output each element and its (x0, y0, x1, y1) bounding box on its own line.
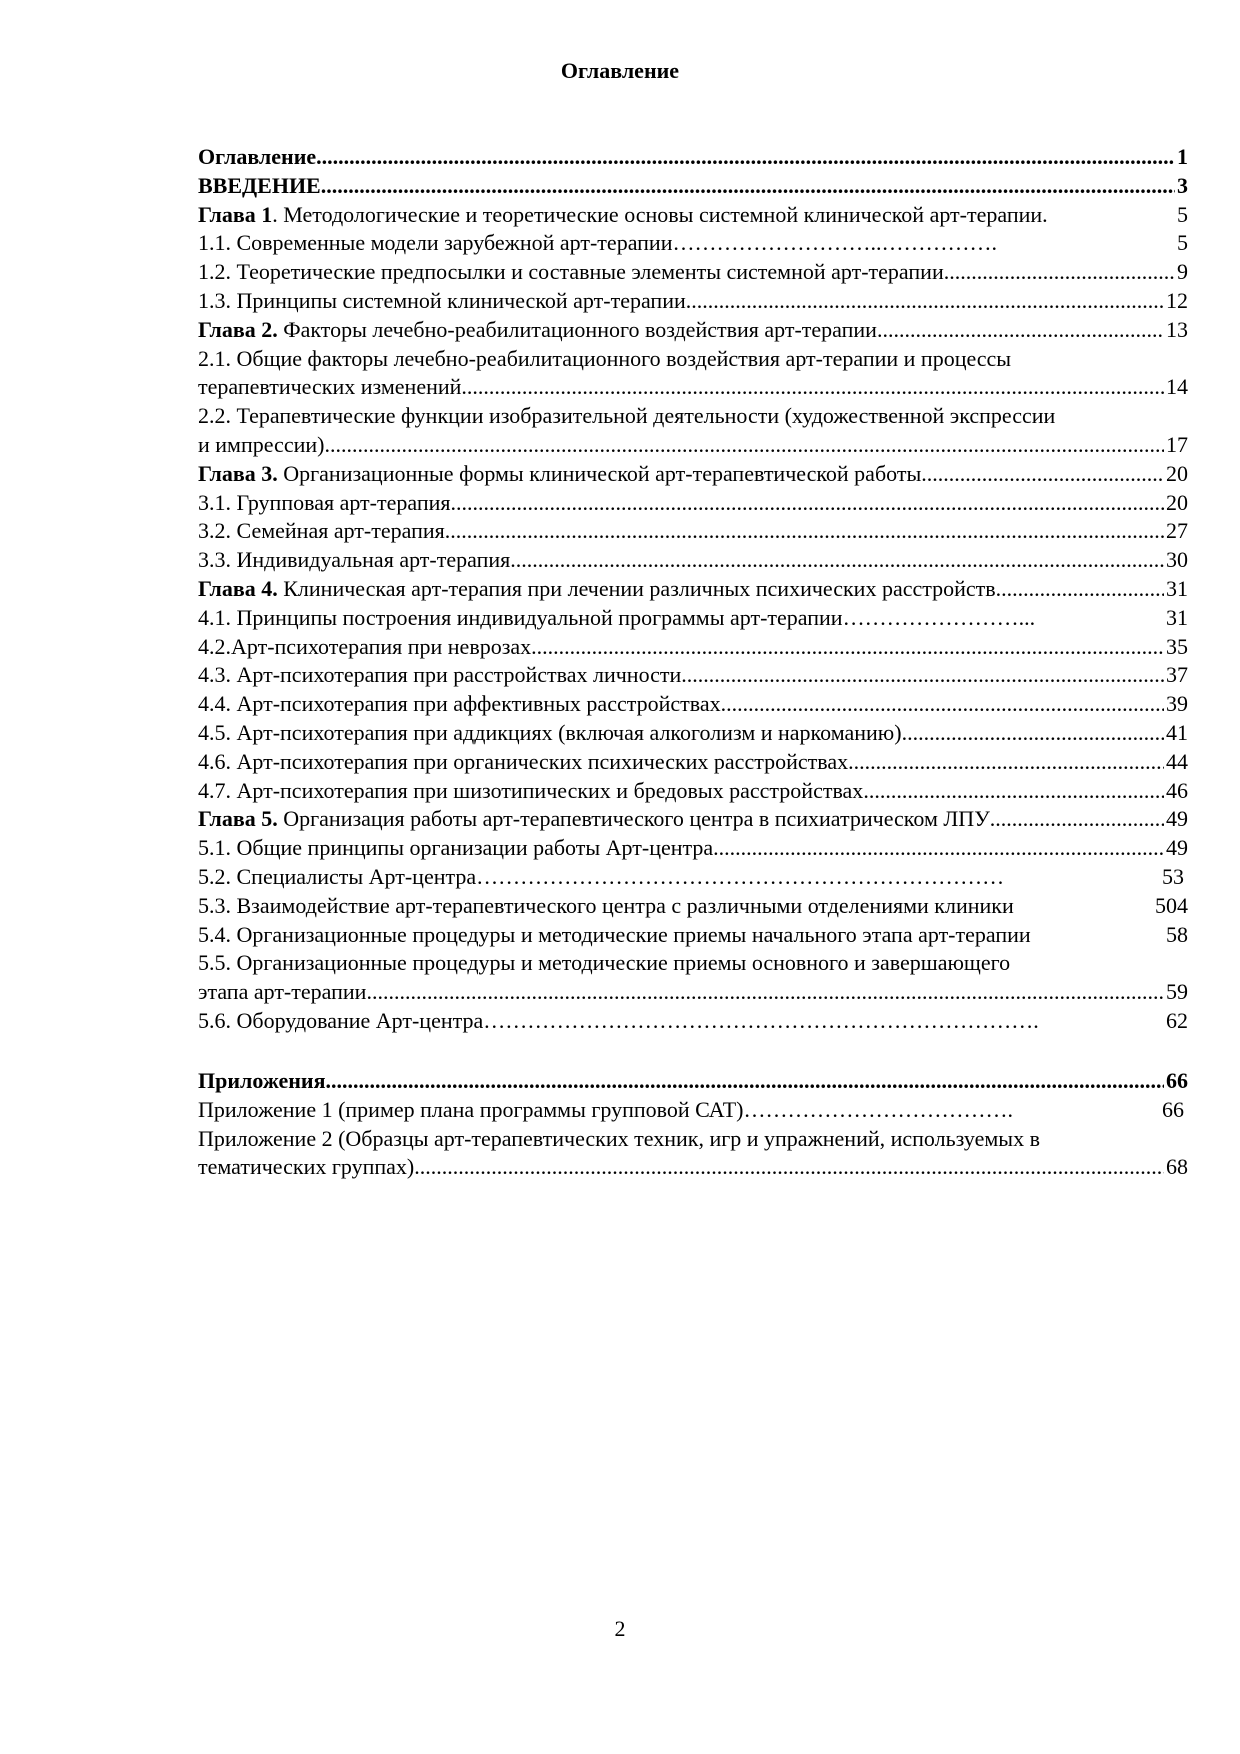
toc-entry-text (198, 575, 996, 604)
leader-dots (921, 460, 1164, 489)
toc-entry-chapter[interactable] (198, 805, 1188, 834)
toc-entry-text: 3.1. Групповая арт-терапия (198, 489, 451, 515)
toc-entry[interactable] (198, 661, 1188, 690)
toc-entry-page: 41 (1166, 719, 1188, 745)
toc-entry-text (198, 460, 921, 489)
leader-dots (366, 978, 1164, 1007)
toc-entry[interactable] (198, 633, 1188, 662)
toc-entry[interactable] (198, 1007, 1188, 1036)
leader-dots (863, 777, 1164, 806)
toc-entry-text (198, 316, 877, 345)
toc-entry[interactable] (198, 287, 1188, 316)
toc-entry-multiline[interactable] (198, 345, 1188, 403)
toc-entry-text: 4.1. Принципы построения индивидуальной программы арт-терапии……………………... (198, 604, 1036, 630)
leader-dots (990, 805, 1164, 834)
toc-entry-page: 1 (1177, 144, 1188, 169)
toc-entry[interactable] (198, 748, 1188, 777)
toc-entry-text: терапевтических изменений (198, 374, 462, 400)
toc-entry[interactable] (198, 546, 1188, 575)
chapter-label: Глава 4. (198, 575, 278, 601)
toc-entry-text: 4.5. Арт-психотерапия при аддикциях (включая алкоголизм и наркоманию) (198, 719, 902, 745)
toc-entry-text: 3.2. Семейная арт-терапия (198, 518, 445, 544)
leader-dots (877, 316, 1164, 345)
toc-entry-text: этапа арт-терапии (198, 979, 367, 1005)
leader-dots (461, 373, 1164, 402)
toc-entry-chapter[interactable] (198, 575, 1188, 604)
toc-entry-page: 27 (1166, 518, 1188, 544)
toc-entry-chapter[interactable] (198, 201, 1188, 230)
chapter-label: Глава 3. (198, 460, 278, 486)
chapter-label: Глава 5. (198, 806, 278, 832)
toc-entry[interactable] (198, 690, 1188, 719)
leader-dots (681, 661, 1164, 690)
toc-entry-page: 49 (1166, 835, 1188, 861)
toc-entry-text: ВВЕДЕНИЕ (198, 172, 321, 198)
toc-entry-page: 14 (1166, 374, 1188, 400)
toc-entry-text (198, 201, 1048, 230)
toc-entry-page: 3 (1177, 172, 1188, 198)
chapter-label: Глава 1 (198, 201, 273, 227)
toc-entry-text: Приложения (198, 1068, 326, 1093)
toc-entry[interactable] (198, 517, 1188, 546)
leader-dots (686, 287, 1164, 316)
toc-entry-text: Приложение 1 (пример плана программы групповой САТ)………………………………. (198, 1096, 1013, 1122)
leader-dots (414, 1153, 1164, 1182)
toc-entry-page: 5 (1177, 230, 1188, 256)
toc-entry-text: 4.2.Арт-психотерапия при неврозах (198, 633, 532, 659)
leader-dots (531, 633, 1164, 662)
page-number: 2 (614, 1616, 626, 1641)
toc-entry-appendices[interactable] (198, 1067, 1188, 1096)
toc-list (198, 143, 1188, 1036)
toc-entry-page: 62 (1166, 1007, 1188, 1033)
chapter-title: . Методологические и теоретические основы системной клинической арт-терапии. (272, 201, 1048, 227)
leader-dots (510, 546, 1164, 575)
toc-entry[interactable] (198, 229, 1188, 258)
chapter-title: Организация работы арт-терапевтического центра в психиатрическом ЛПУ (277, 806, 990, 832)
toc-entry-appendix[interactable] (198, 1096, 1188, 1125)
toc-entry-text: 5.1. Общие принципы организации работы Арт-центра (198, 835, 714, 861)
toc-entry-page: 9 (1177, 259, 1188, 285)
toc-entry[interactable] (198, 777, 1188, 806)
toc-entry-page: 68 (1166, 1154, 1188, 1180)
toc-entry-text: 1.2. Теоретические предпосылки и составные элементы системной арт-терапии (198, 259, 944, 285)
toc-entry-page: 12 (1166, 287, 1188, 313)
toc-entry-page: 17 (1166, 431, 1188, 457)
toc-entry-page: 20 (1166, 460, 1188, 486)
chapter-title: Организационные формы клинической арт-терапевтической работы (277, 460, 922, 486)
toc-entry[interactable] (198, 489, 1188, 518)
leader-dots (902, 719, 1164, 748)
toc-entry-text: 4.3. Арт-психотерапия при расстройствах личности (198, 662, 682, 688)
leader-dots (713, 834, 1164, 863)
toc-entry[interactable] (198, 892, 1188, 921)
toc-entry[interactable] (198, 143, 1188, 172)
toc-entry-text: тематических группах) (198, 1154, 415, 1180)
toc-entry-page: 30 (1166, 547, 1188, 573)
toc-entry[interactable] (198, 834, 1188, 863)
leader-dots (721, 690, 1164, 719)
leader-dots (996, 575, 1164, 604)
leader-dots (326, 1067, 1165, 1096)
toc-entry-page: 31 (1166, 575, 1188, 601)
toc-entry-text: 4.6. Арт-психотерапия при органических психических расстройствах (198, 748, 849, 774)
chapter-label: Глава 2. (198, 316, 278, 342)
leader-dots (321, 172, 1175, 201)
toc-entry-text: 5.6. Оборудование Арт-центра…………………………………………………………………. (198, 1007, 1039, 1033)
toc-entry-page: 44 (1166, 748, 1188, 774)
leader-dots (848, 748, 1164, 777)
toc-entry-text-line1: 5.5. Организационные процедуры и методические приемы основного и завершающего (198, 950, 1011, 976)
toc-entry-page: 46 (1166, 777, 1188, 803)
toc-entry-text: 4.7. Арт-психотерапия при шизотипических и бредовых расстройствах (198, 777, 864, 803)
toc-entry-text: 1.3. Принципы системной клинической арт-терапии (198, 287, 686, 313)
toc-entry-page: 58 (1166, 921, 1188, 947)
toc-entry[interactable] (198, 921, 1188, 950)
leader-dots (451, 489, 1164, 518)
leader-dots (316, 143, 1175, 172)
toc-entry[interactable] (198, 863, 1188, 892)
toc-entry[interactable] (198, 258, 1188, 287)
toc-title: Оглавление (560, 58, 680, 83)
toc-entry-page: 59 (1166, 979, 1188, 1005)
toc-entry-text: 4.4. Арт-психотерапия при аффективных расстройствах (198, 691, 721, 717)
toc-entry-page: 31 (1166, 604, 1188, 630)
toc-entry-page: 39 (1166, 691, 1188, 717)
toc-entry-text: и импрессии) (198, 431, 325, 457)
toc-entry-page: 13 (1166, 316, 1188, 342)
leader-dots (445, 517, 1164, 546)
toc-entry-chapter[interactable] (198, 316, 1188, 345)
toc-entry-page: 5 (1177, 201, 1188, 227)
toc-entry-text: 3.3. Индивидуальная арт-терапия (198, 547, 511, 573)
toc-entry-chapter[interactable] (198, 460, 1188, 489)
toc-entry-text: 5.4. Организационные процедуры и методические приемы начального этапа арт-терапии (198, 921, 1031, 947)
chapter-title: Клиническая арт-терапия при лечении различных психических расстройств (277, 575, 996, 601)
toc-entry-page: 35 (1166, 633, 1188, 659)
toc-entry-page: 66 (1162, 1096, 1184, 1122)
toc-entry-text (198, 805, 990, 834)
toc-entry[interactable] (198, 719, 1188, 748)
toc-entry[interactable] (198, 172, 1188, 201)
toc-entry-text: 1.1. Современные модели зарубежной арт-терапии………………………..……………. (198, 230, 997, 256)
toc-entry-text: 5.2. Специалисты Арт-центра……………………………………………………………… (198, 863, 1005, 889)
toc-entry-multiline[interactable] (198, 402, 1188, 460)
toc-entry[interactable] (198, 604, 1188, 633)
toc-entry-multiline[interactable] (198, 949, 1188, 1007)
toc-entry-page: 53 (1162, 863, 1184, 889)
toc-entry-text-line1: Приложение 2 (Образцы арт-терапевтических техник, игр и упражнений, используемых в (198, 1125, 1040, 1151)
leader-dots (944, 258, 1175, 287)
toc-entry-page: 504 (1155, 892, 1188, 918)
toc-entry-page: 66 (1166, 1068, 1188, 1093)
toc-entry-text-line1: 2.2. Терапевтические функции изобразительной деятельности (художественной экспрессии (198, 403, 1056, 429)
toc-entry-text-line1: 2.1. Общие факторы лечебно-реабилитационного воздействия арт-терапии и процессы (198, 345, 1012, 371)
toc-entry-page: 20 (1166, 489, 1188, 515)
toc-entry-page: 37 (1166, 662, 1188, 688)
toc-entry-text: Оглавление (198, 144, 317, 169)
toc-entry-appendix-multiline[interactable] (198, 1125, 1188, 1183)
toc-entry-text: 5.3. Взаимодействие арт-терапевтического центра с различными отделениями клиники (198, 892, 1014, 918)
toc-entry-page: 49 (1166, 806, 1188, 832)
chapter-title: Факторы лечебно-реабилитационного воздействия арт-терапии (277, 316, 877, 342)
leader-dots (324, 431, 1164, 460)
toc-appendix-list (198, 1067, 1188, 1182)
